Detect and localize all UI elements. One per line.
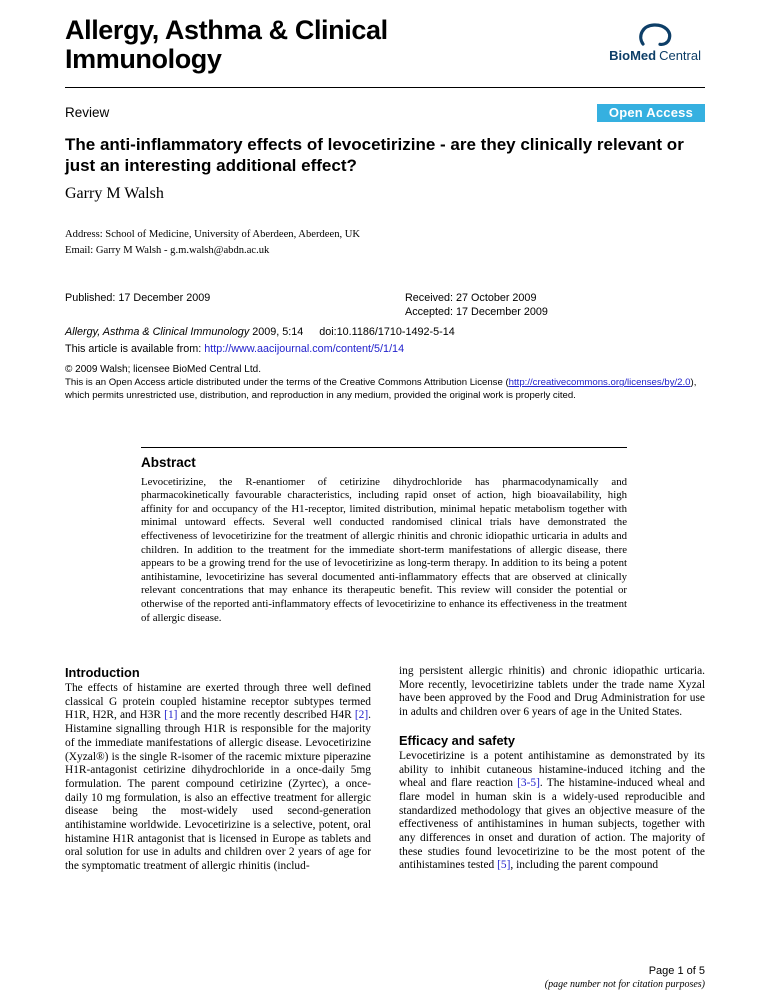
abstract-section bbox=[141, 447, 627, 626]
body-columns bbox=[65, 665, 705, 874]
page-footer bbox=[545, 965, 705, 990]
license-url-link[interactable]: http://creativecommons.org/licenses/by/2.0 bbox=[508, 377, 691, 389]
article-type-row bbox=[65, 104, 705, 122]
right-column bbox=[399, 665, 705, 874]
license-text bbox=[65, 377, 705, 402]
author-address: Address: School of Medicine, University of Aberdeen, Aberdeen, UK bbox=[65, 229, 361, 241]
contact-block bbox=[65, 229, 705, 256]
efficacy-text-b: . The histamine-induced wheal and flare model in human skin is a widely-used reproducible and standardized methodology that gives an objective measure of the effectiveness of antihistamines in human subjects, together with any differences in onset and duration of action. The majority of these studies found levocetirizine to be the most potent of the antihistamines tested bbox=[399, 777, 706, 872]
page-number: Page 1 of 5 bbox=[648, 965, 705, 977]
citation-line bbox=[65, 326, 705, 338]
header-divider bbox=[65, 87, 705, 88]
abstract-heading: Abstract bbox=[141, 454, 196, 470]
availability-prefix: This article is available from: bbox=[65, 343, 205, 356]
biomed-central-logo-text bbox=[609, 48, 701, 63]
biomed-central-logo bbox=[609, 16, 705, 63]
citation-journal-name: Allergy, Asthma & Clinical Immunology bbox=[65, 326, 250, 339]
citation-volume: 2009, 5:14 bbox=[249, 326, 304, 339]
introduction-heading: Introduction bbox=[65, 665, 140, 681]
copyright-line: © 2009 Walsh; licensee BioMed Central Ltd. bbox=[65, 364, 261, 376]
journal-title-line1: Allergy, Asthma & Clinical bbox=[65, 15, 388, 45]
journal-title bbox=[65, 16, 388, 74]
published-date: Published: 17 December 2009 bbox=[65, 292, 211, 305]
license-text-post: ), which permits unrestricted use, distribution, and reproduction in any medium, provided the original work is properly cited. bbox=[65, 377, 697, 401]
received-date: Received: 27 October 2009 bbox=[405, 292, 537, 305]
availability-line bbox=[65, 343, 705, 355]
introduction-continued-paragraph: ing persistent allergic rhinitis) and chronic idiopathic urticaria. More recently, levocetirizine tablets under the trade name Xyzal have been approved by the Food and Drug Administration for use in adults and children over 6 years of age in the United States. bbox=[399, 665, 705, 719]
efficacy-text-a: Levocetirizine is a potent antihistamine as demonstrated by its ability to inhibit cutaneous histamine-induced itching and the wheal and flare reaction bbox=[399, 749, 705, 790]
journal-title-line2: Immunology bbox=[65, 43, 222, 74]
citation-purposes-note: (page number not for citation purposes) bbox=[544, 979, 705, 990]
efficacy-heading: Efficacy and safety bbox=[399, 732, 515, 748]
article-title: The anti-inflammatory effects of levocetirizine - are they clinically relevant or just an interesting additional effect? bbox=[65, 134, 684, 175]
dates-row bbox=[65, 292, 705, 320]
abstract-text: Levocetirizine, the R-enantiomer of cetirizine dihydrochloride has pharmacodynamically and pharmacokinetically favourable characteristics, including rapid onset of action, high bioavailability, high affinity for and occupancy of the H1-receptor, limited distribution, minimal hepatic metabolism together with minimal untoward effects. Several well conducted randomised clinical trials have demonstrated the effectiveness of levocetirizine for the treatment of allergic rhinitis and chronic idiopathic urticaria in adults and children. In addition to the treatment for the immediate short-term manifestations of allergic disease, there appears to be a growing trend for the use of levocetirizine as long-term therapy. In addition to its being a potent antihistamine, levocetirizine has several documented anti-inflammatory effects that are observed at clinically relevant concentrations that may enhance its therapeutic benefit. This review will consider the potential or otherwise of the reported anti-inflammatory effects of levocetirizine to enhance its effectiveness in the treatment of allergic disease. bbox=[141, 475, 627, 624]
introduction-paragraph bbox=[65, 682, 371, 874]
reference-1-link[interactable]: [1] bbox=[164, 709, 178, 722]
logo-central-label: Central bbox=[659, 48, 701, 63]
journal-masthead bbox=[65, 16, 705, 74]
efficacy-text-c: , including the parent compound bbox=[510, 859, 659, 872]
article-url-link[interactable]: http://www.aacijournal.com/content/5/1/14 bbox=[204, 343, 405, 356]
article-type-label: Review bbox=[65, 105, 110, 121]
author-name: Garry M Walsh bbox=[65, 185, 164, 203]
reference-3-5-link[interactable]: [3-5] bbox=[517, 777, 540, 790]
author-email: Email: Garry M Walsh - g.m.walsh@abdn.ac.uk bbox=[65, 245, 270, 257]
introduction-text-b: and the more recently described H4R bbox=[177, 709, 355, 722]
reference-5-link[interactable]: [5] bbox=[497, 859, 511, 872]
introduction-text-a: The effects of histamine are exerted through three well defined classical G protein coupled histamine receptor subtypes termed H1R, H2R, and H3R bbox=[65, 682, 371, 722]
logo-biomed-label: BioMed bbox=[609, 48, 657, 63]
reference-2-link[interactable]: [2] bbox=[354, 709, 369, 722]
accepted-date: Accepted: 17 December 2009 bbox=[405, 306, 548, 319]
open-access-badge[interactable]: Open Access bbox=[597, 104, 705, 122]
license-text-pre: This is an Open Access article distributed under the terms of the Creative Commons Attribution License ( bbox=[65, 377, 509, 389]
biomed-central-swoosh-icon bbox=[634, 22, 676, 47]
citation-doi: doi:10.1186/1710-1492-5-14 bbox=[319, 326, 455, 339]
efficacy-paragraph bbox=[399, 750, 705, 873]
left-column bbox=[65, 665, 371, 874]
received-accepted-block bbox=[405, 292, 548, 320]
introduction-text-c: . Histamine signalling through H1R is responsible for the majority of the immediate manifestations of allergic disease. Levocetirizine (Xyzal®) is the single R-isomer of the racemic mixture piperazine H1R-antagonist cetirizine dihydrochloride in a once-daily 5mg formulation. The parent compound cetirizine (Zyrtec), a once-daily 10 mg formulation, is also an effective treatment for allergic disease being the most-widely used second-generation antihistamine worldwide. Levocetirizine is a selective, potent, oral histamine H1R antagonist that is licensed in Europe as tablets and oral solution for use in adults and children over 2 years of age for the symptomatic treatment of allergic rhinitis (includ- bbox=[65, 709, 372, 873]
